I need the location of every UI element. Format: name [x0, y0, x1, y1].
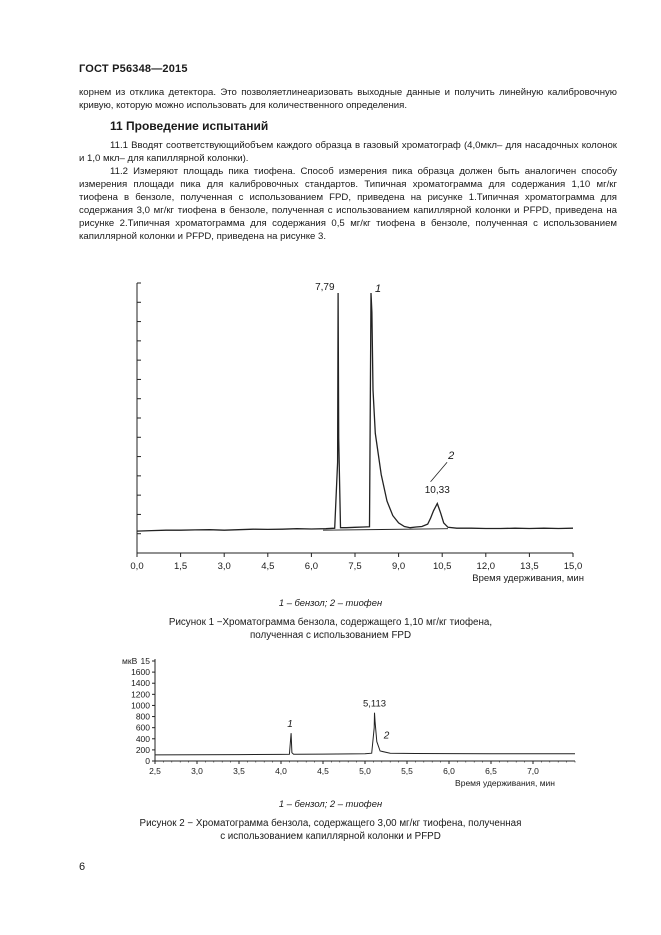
fig1-x-tick-label: 7,5	[348, 561, 362, 572]
fig1-peak-number-1: 1	[374, 283, 382, 295]
page-number: 6	[79, 861, 86, 873]
fig2-y-tick-label: 200	[135, 744, 150, 755]
fig2-x-tick-label: 5,0	[359, 766, 371, 776]
fig1-x-tick-label: 15,0	[563, 561, 583, 572]
fig2-x-tick-label: 7,0	[527, 766, 539, 776]
fig2-x-tick-label: 3,5	[233, 766, 245, 776]
fig1-x-axis-title: Время удерживания, мин	[472, 573, 584, 584]
fig1-x-tick-label: 10,5	[432, 561, 452, 572]
fig2-y-tick-label: 800	[135, 711, 150, 722]
fig2-x-tick-label: 4,0	[275, 766, 287, 776]
fig1-x-tick-label: 0,0	[130, 561, 144, 572]
fig1-x-tick-label: 9,0	[391, 561, 406, 572]
fig2-x-tick-label: 5,5	[401, 766, 413, 776]
fig1-peak-number-2: 2	[448, 450, 455, 463]
fig2-y-tick-label: 1000	[131, 700, 150, 711]
figure-2-caption-line2: с использованием капиллярной колонки и PFPD	[220, 831, 441, 842]
figure-1-legend: 1 – бензол; 2 – тиофен	[278, 597, 383, 608]
fig2-y-tick-label: 1200	[131, 689, 150, 700]
paragraph-11-2: 11.2 Измеряют площадь пика тиофена. Способ измерения пика образца должен быть аналогичен способу измерения площади пика для калибровочных стандартов. Типичная хроматограмма для содержания 1,10 мг/кг тиофена в бензоле, полученная с использованием FPD, приведена на рисунке 1.Типичная хроматограмма для содержания 3,0 мг/кг тиофена в бензоле, полученная с использованием капиллярной колонки и PFPD, приведена на рисунке 2.Типичная хроматограмма для содержания 0,5 мг/кг тиофена в бензоле, полученная с использованием капиллярной колонки и PFPD, приведена на рисунке 3.	[79, 166, 617, 242]
figure-1-caption-line2: полученная с использованием FPD	[249, 630, 412, 641]
fig2-x-axis-title: Время удерживания, мин	[455, 778, 555, 788]
fig2-y-unit: мкВ	[122, 656, 138, 666]
fig1-x-tick-label: 6,0	[304, 561, 319, 572]
fig1-x-tick-label: 3,0	[217, 561, 231, 572]
fig1-x-tick-label: 4,5	[261, 561, 275, 572]
fig2-y-tick-label: 600	[135, 722, 150, 733]
figure-1-chromatogram	[130, 282, 584, 584]
fig1-series-baseline	[323, 529, 448, 531]
figure-1-caption-line1: Рисунок 1 −Хроматограмма бензола, содержащего 1,10 мг/кг тиофена,	[168, 617, 493, 628]
fig2-y-tick-label: 1400	[131, 678, 150, 689]
fig2-y-tick-label: 1600	[131, 667, 150, 678]
fig1-x-tick-label: 1,5	[173, 561, 188, 572]
fig1-peak-label-benzene: 7,79	[315, 282, 335, 293]
fig2-x-tick-label: 2,5	[149, 766, 161, 776]
fig2-x-tick-label: 6,5	[485, 766, 497, 776]
fig2-y-tick-label: 15	[140, 656, 150, 666]
document-header: ГОСТ Р56348—2015	[79, 63, 188, 75]
fig1-series-chromatogram	[137, 293, 573, 531]
figure-2-legend: 1 – бензол; 2 – тиофен	[278, 798, 383, 809]
fig2-x-tick-label: 3,0	[191, 766, 203, 776]
fig2-y-tick-label: 400	[135, 733, 150, 744]
fig2-peak-number-2: 2	[383, 730, 390, 742]
fig2-peak-label-thiophene: 5,113	[362, 698, 387, 710]
fig2-x-tick-label: 6,0	[443, 766, 455, 776]
fig1-peak-2-leader	[431, 462, 448, 482]
fig2-series-chromatogram	[155, 713, 575, 755]
fig1-peak-label-thiophene: 10,33	[424, 484, 450, 496]
fig2-peak-number-1: 1	[287, 719, 293, 731]
section-title: 11 Проведение испытаний	[110, 119, 269, 133]
paragraph-11-1: 11.1 Вводят соответствующийобъем каждого образца в газовый хроматограф (4,0мкл– для насадочных колонок и 1,0 мкл– для капиллярной колонки).	[79, 140, 617, 164]
figure-2-caption-line1: Рисунок 2 − Хроматограмма бензола, содержащего 3,00 мг/кг тиофена, полученная	[139, 818, 522, 829]
fig2-y-tick-label: 0	[145, 756, 150, 766]
fig2-x-tick-label: 4,5	[317, 766, 329, 776]
fig1-x-tick-label: 13,5	[520, 561, 539, 572]
figure-2-chromatogram	[122, 656, 575, 788]
fig1-x-tick-label: 12,0	[476, 561, 496, 572]
intro-paragraph: корнем из отклика детектора. Это позволяетлинеаризовать выходные данные и получить линейную калибровочную кривую, которую можно использовать для количественного определения.	[79, 87, 617, 111]
